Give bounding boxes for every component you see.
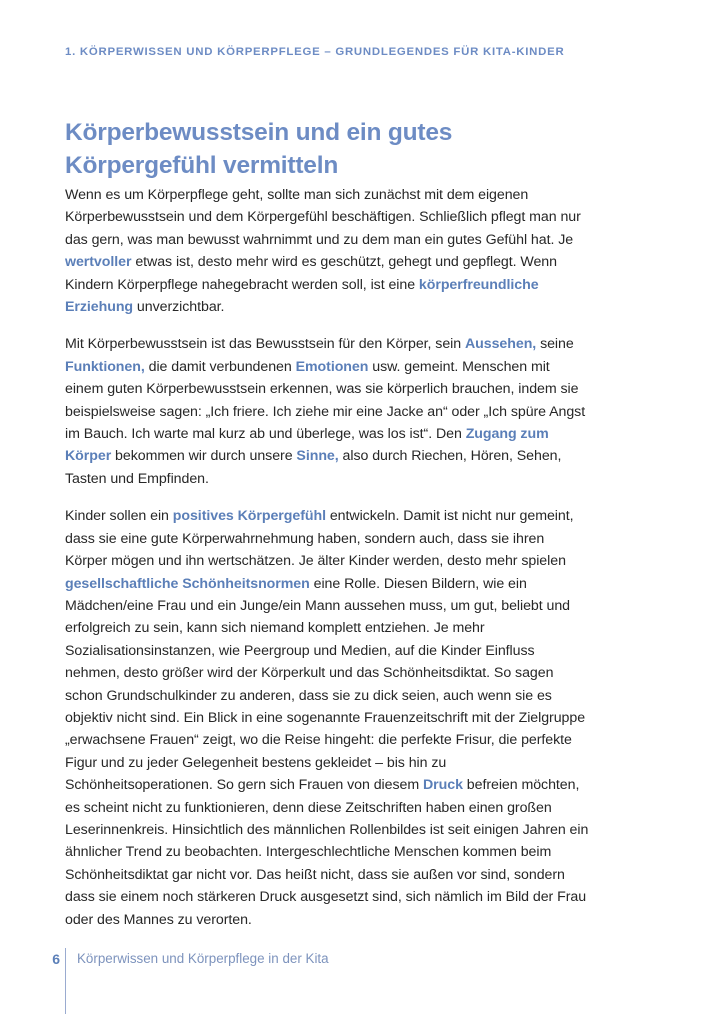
text-run: Mit Körperbewusstsein ist das Bewusstsein für den Körper, sein — [65, 336, 465, 353]
text-run: unverzichtbar. — [133, 299, 225, 316]
footer-book-title: Körperwissen und Körperpflege in der Kita — [77, 951, 329, 966]
paragraph — [65, 505, 590, 931]
text-run: bekommen wir durch unsere — [111, 448, 297, 465]
paragraph — [65, 184, 590, 318]
highlighted-term: körperfreundliche Erziehung — [65, 276, 539, 316]
text-run: Kinder sollen ein — [65, 508, 173, 525]
text-run: seine — [536, 336, 574, 353]
paragraph — [65, 333, 590, 490]
body-text-block — [65, 184, 590, 931]
highlighted-term: Funktionen, — [65, 358, 145, 375]
highlighted-term: Emotionen — [295, 358, 369, 375]
page-footer — [44, 934, 664, 1000]
text-run: Wenn es um Körperpflege geht, sollte man sich zunächst mit dem eigenen Körperbewusstsein und dem Körpergefühl beschäftigen. Schließlich pflegt man nur das gern, was man bewusst wahrnimmt und zu dem man ein gutes Gefühl hat. Je — [65, 187, 581, 248]
highlighted-term: Zugang zum Körper — [65, 426, 549, 465]
highlighted-term: Druck — [422, 777, 463, 794]
text-run: entwickeln. Damit ist nicht nur gemeint, dass sie eine gute Körperwahrnehmung haben, sondern auch, dass sie ihren Körper mögen und ihn wertschätzen. Je älter Kinder werden, desto mehr spielen — [65, 508, 574, 570]
highlighted-term: Sinne, — [296, 448, 339, 465]
highlighted-term: Aussehen, — [464, 336, 537, 353]
text-run: die damit verbundenen — [144, 358, 296, 375]
running-header: 1. KÖRPERWISSEN UND KÖRPERPFLEGE – GRUNDLEGENDES FÜR KITA-KINDER — [65, 46, 565, 58]
text-run: also durch Riechen, Hören, Sehen, Tasten und Empfinden. — [65, 448, 562, 487]
highlighted-term: positives Körpergefühl — [172, 508, 326, 525]
page-number: 6 — [52, 951, 60, 967]
text-run: usw. gemeint. Menschen mit einem guten Körperbewusstsein erkennen, was sie körperlich brauchen, indem sie beispielsweise sagen: „Ich friere. Ich ziehe mir eine Jacke an“ oder „Ich spüre Angst im Bauch. Ich warte mal kurz ab und überlege, was los ist“. Den — [65, 358, 586, 443]
text-run: eine Rolle. Diesen Bildern, wie ein Mädchen/eine Frau und ein Junge/ein Mann aussehen muss, um gut, beliebt und erfolgreich zu sein, kann sich niemand komplett entziehen. Je mehr Sozialisationsinstanzen, wie Peergroup und Medien, auf die Kinder Einfluss nehmen, desto größer wird der Körperkult und das Schönheitsdiktat. So sagen schon Grundschulkinder zu anderen, dass sie zu dick seien, auch wenn sie es objektiv nicht sind. Ein Blick in eine sogenannte Frauenzeitschrift mit der Zielgruppe „erwachsene Frauen“ zeigt, wo die Reise hingeht: die perfekte Frisur, die perfekte Figur und zu jeder Gelegenheit bestens gekleidet – bis hin zu Schönheitsoperationen. So gern sich Frauen von diesem — [65, 575, 586, 794]
page-title: Körperbewusstsein und ein gutes Körpergefühl vermitteln — [65, 119, 453, 180]
text-run: etwas ist, desto mehr wird es geschützt, gehegt und gepflegt. Wenn Kindern Körperpflege nahegebracht werden soll, ist eine — [65, 254, 557, 293]
highlighted-term: gesellschaftliche Schönheitsnormen — [65, 575, 310, 592]
highlighted-term: wertvoller — [65, 254, 132, 271]
text-run: befreien möchten, es scheint nicht zu funktionieren, denn diese Zeitschriften haben einen großen Leserinnenkreis. Hinsichtlich des männlichen Rollenbildes ist seit einigen Jahren ein ähnlicher Trend zu beobachten. Intergeschlechtliche Menschen kommen beim Schönheitsdiktat gar nicht vor. Das heißt nicht, dass sie außen vor sind, sondern dass sie einem noch stärkeren Druck ausgesetzt sind, sich nämlich im Bild der Frau oder des Mannes zu verorten. — [65, 777, 589, 928]
footer-divider — [65, 948, 66, 1014]
